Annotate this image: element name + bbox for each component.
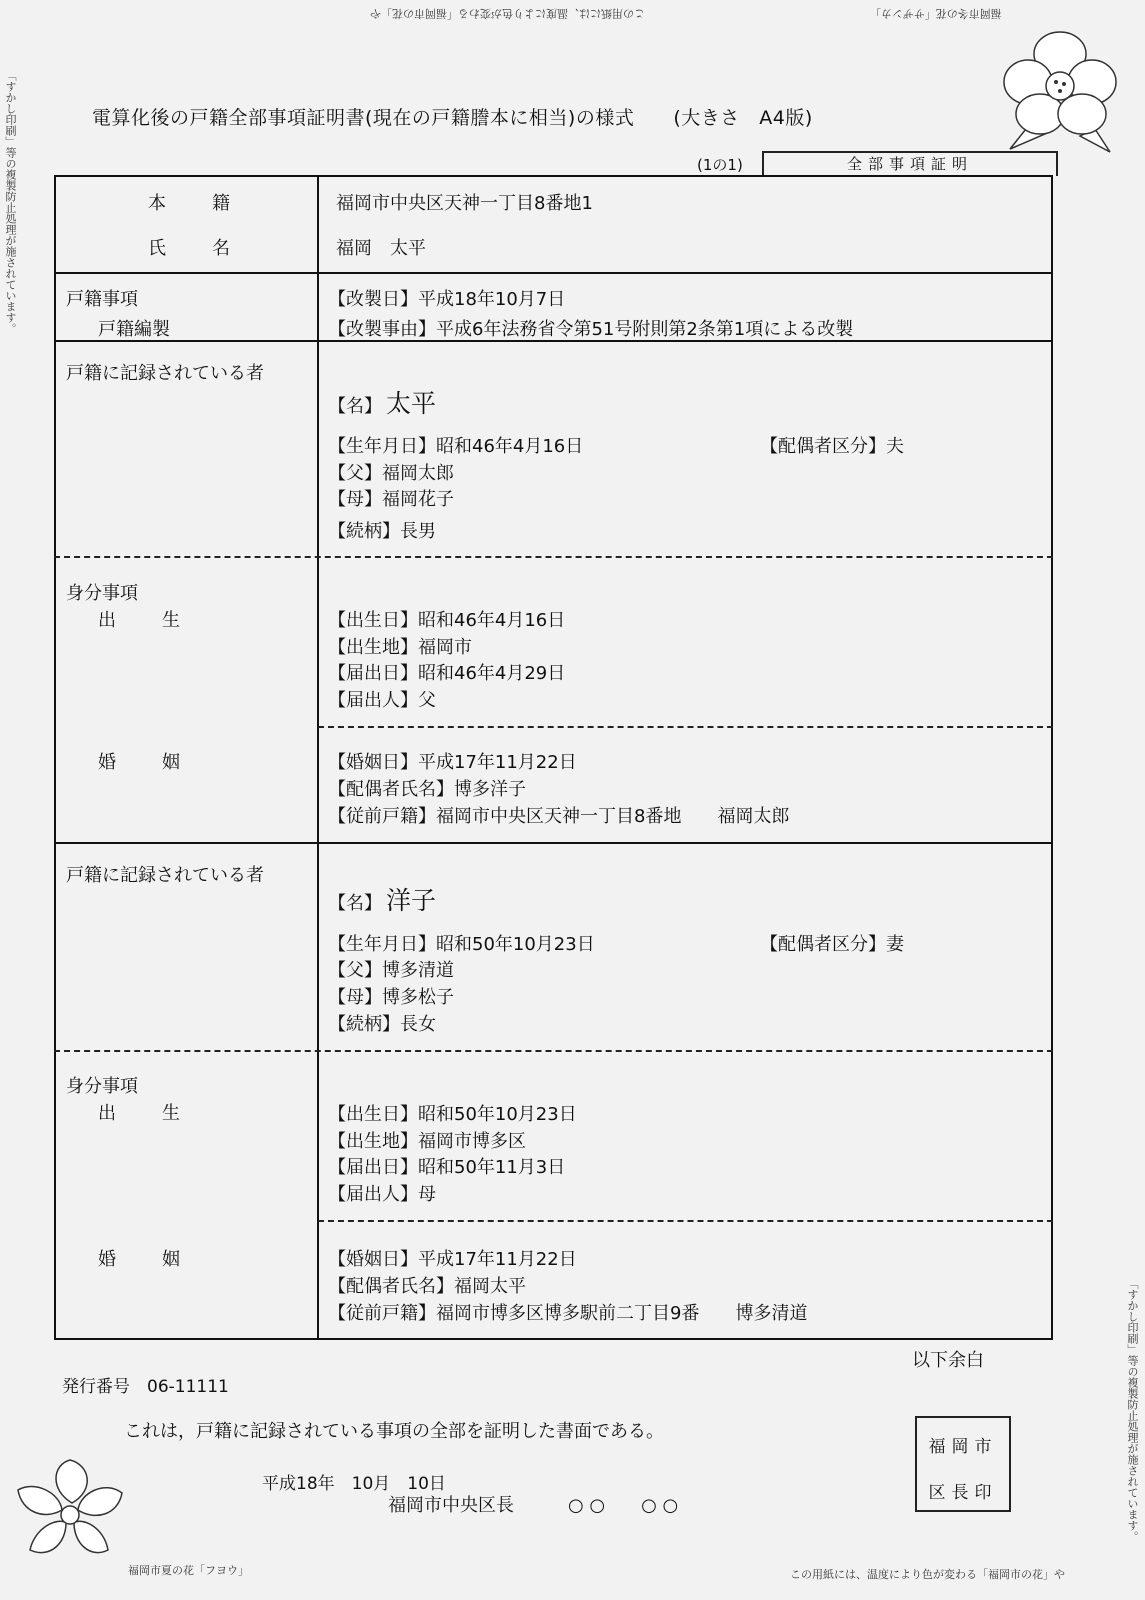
marriage-line: 【従前戸籍】福岡市中央区天神一丁目8番地 福岡太郎: [328, 806, 790, 827]
top-right-edge-label: 福岡市冬の花「サザンカ」: [870, 7, 1002, 20]
top-edge-notice: この用紙には、温度により色が変わる「福岡市の花」や: [370, 7, 645, 20]
birth-line: 【届出人】父: [328, 690, 436, 711]
relation: 【続柄】長女: [328, 1014, 436, 1035]
official-seal: [915, 1416, 1011, 1512]
spouse-class: 【配偶者区分】妻: [760, 934, 904, 955]
relation: 【続柄】長男: [328, 521, 436, 542]
birth-line: 【出生日】昭和46年4月16日: [328, 610, 566, 631]
koseki-hensei-label: 戸籍編製: [98, 319, 170, 340]
marriage-label: 婚姻: [98, 752, 226, 773]
fuyou-flower-icon: [10, 1455, 130, 1565]
row-divider: [54, 842, 1053, 844]
page-count: (1の1): [697, 156, 743, 174]
honseki-value: 福岡市中央区天神一丁目8番地1: [336, 193, 593, 214]
mother: 【母】博多松子: [328, 987, 454, 1008]
column-divider: [317, 175, 319, 1340]
birth-line: 【届出日】昭和46年4月29日: [328, 663, 566, 684]
birth-line: 【出生地】福岡市博多区: [328, 1131, 526, 1152]
marriage-line: 【配偶者氏名】福岡太平: [328, 1276, 526, 1297]
shimei-value: 福岡 太平: [336, 238, 426, 259]
left-edge-notice: 「すかし印刷」等の複製防止処理が施されています。: [4, 70, 17, 334]
bottom-left-edge-label: 福岡市夏の花「フヨウ」: [128, 1564, 249, 1577]
person-name: [328, 384, 436, 420]
person-label: 戸籍に記録されている者: [66, 865, 264, 886]
remark-blank-below: 以下余白: [912, 1350, 984, 1371]
birth-line: 【出生日】昭和50年10月23日: [328, 1104, 577, 1125]
birth-line: 【届出人】母: [328, 1184, 436, 1205]
kaisei-reason: 【改製事由】平成6年法務省令第51号附則第2条第1項による改製: [328, 319, 854, 340]
given-name: 洋子: [386, 886, 437, 915]
marriage-line: 【婚姻日】平成17年11月22日: [328, 752, 577, 773]
birth-label: 出生: [98, 1103, 226, 1124]
name-tag: 【名】: [328, 893, 382, 914]
birth-line: 【出生地】福岡市: [328, 637, 472, 658]
marriage-label: 婚姻: [98, 1249, 226, 1270]
dashed-divider: [318, 726, 1053, 728]
marriage-line: 【従前戸籍】福岡市博多区博多駅前二丁目9番 博多清道: [328, 1303, 808, 1324]
mother: 【母】福岡花子: [328, 489, 454, 510]
birth-date: 【生年月日】昭和46年4月16日: [328, 436, 584, 457]
honseki-label: 本籍: [148, 193, 276, 214]
koseki-jiko-label: 戸籍事項: [66, 289, 138, 310]
given-name: 太平: [386, 389, 437, 418]
birth-date: 【生年月日】昭和50年10月23日: [328, 934, 595, 955]
shimei-label: 氏名: [148, 238, 276, 259]
spouse-class: 【配偶者区分】夫: [760, 436, 904, 457]
dashed-divider: [318, 1220, 1053, 1222]
certificate-type-label: 全部事項証明: [762, 151, 1058, 176]
mibun-jiko-label: 身分事項: [66, 1076, 138, 1097]
marriage-line: 【婚姻日】平成17年11月22日: [328, 1249, 577, 1270]
dashed-divider: [54, 556, 1053, 558]
dashed-divider: [54, 1050, 1053, 1052]
seal-line: 福岡市: [928, 1437, 998, 1457]
birth-line: 【届出日】昭和50年11月3日: [328, 1157, 566, 1178]
row-divider: [54, 272, 1053, 274]
certification-statement: これは，戸籍に記録されている事項の全部を証明した書面である。: [124, 1421, 664, 1442]
issue-date: 平成18年 10月 10日: [262, 1474, 446, 1494]
father: 【父】博多清道: [328, 960, 454, 981]
document-title: 電算化後の戸籍全部事項証明書(現在の戸籍謄本に相当)の様式 (大きさ A4版): [92, 107, 813, 129]
birth-label: 出生: [98, 610, 226, 631]
mibun-jiko-label: 身分事項: [66, 583, 138, 604]
person-label: 戸籍に記録されている者: [66, 363, 264, 384]
father: 【父】福岡太郎: [328, 463, 454, 484]
issue-number: 発行番号 06-11111: [62, 1377, 229, 1397]
name-tag: 【名】: [328, 396, 382, 417]
sazanka-flower-icon: [1000, 24, 1120, 154]
marriage-line: 【配偶者氏名】博多洋子: [328, 779, 526, 800]
issuing-official: 福岡市中央区長 ○ ○ ○ ○: [388, 1495, 679, 1516]
seal-line: 区長印: [928, 1483, 998, 1503]
kaisei-date: 【改製日】平成18年10月7日: [328, 289, 566, 310]
person-name: [328, 881, 436, 917]
right-edge-notice: 「すかし印刷」等の複製防止処理が施されています。: [1126, 1278, 1139, 1542]
bottom-edge-notice: この用紙には、温度により色が変わる「福岡市の花」や: [790, 1568, 1065, 1581]
